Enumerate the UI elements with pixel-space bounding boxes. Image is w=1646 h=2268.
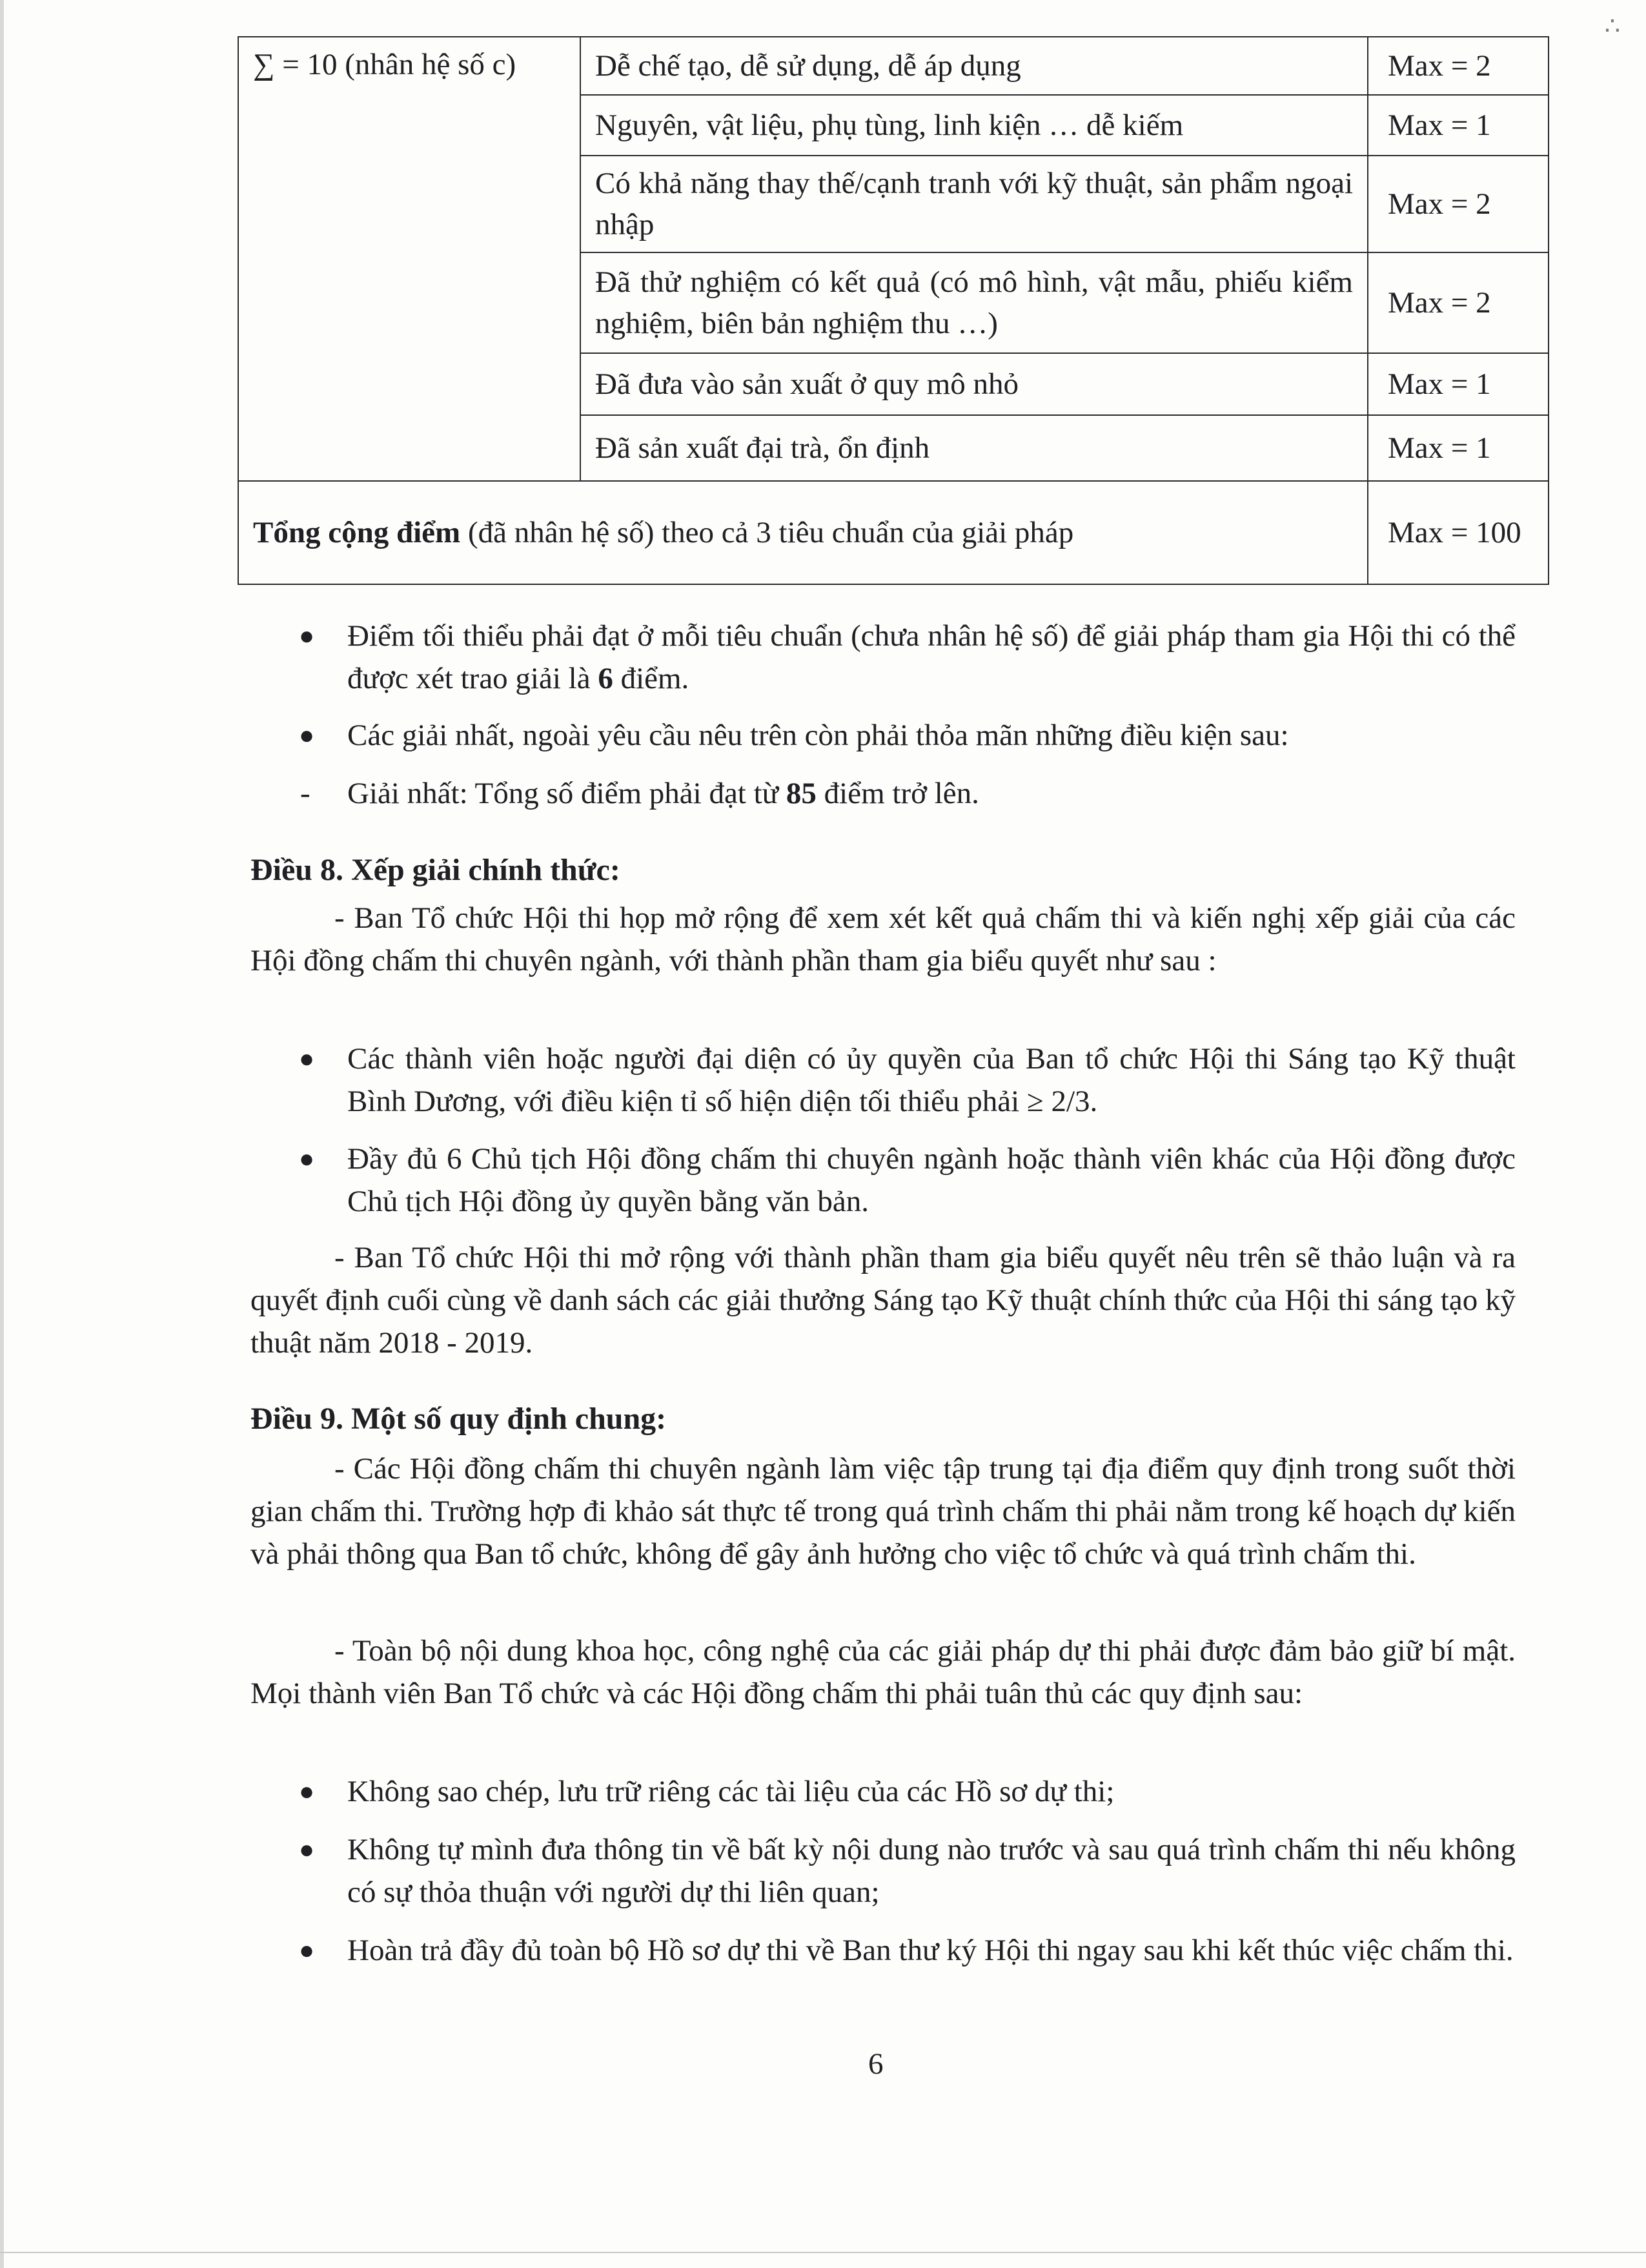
scan-edge-bottom: [0, 2252, 1646, 2253]
max-score-cell: Max = 1: [1368, 95, 1549, 156]
bullet-bold-value: 6: [598, 662, 613, 695]
bullet-dot: ●: [299, 1777, 315, 1806]
bullet-dot: ●: [299, 1044, 315, 1073]
bullet-dot: ●: [299, 1835, 315, 1864]
article-9-paragraph-1: - Các Hội đồng chấm thi chuyên ngành làm việc tập trung tại địa điểm quy định trong suốt thời gian chấm thi. Trường hợp đi khảo sát thực tế trong quá trình chấm thi phải nằm trong kế hoạch dự kiến và phải thông qua Ban tổ chức, không để gây ảnh hưởng cho việc tổ chức và quá trình chấm thi.: [250, 1452, 1516, 1571]
scan-edge-left: [0, 0, 4, 2268]
article-8-paragraph-2: - Ban Tổ chức Hội thi mở rộng với thành phần tham gia biểu quyết nêu trên sẽ thảo luận và ra quyết định cuối cùng về danh sách các giải thưởng Sáng tạo Kỹ thuật chính thức của Hội thi sáng tạo kỹ thuật năm 2018 - 2019.: [250, 1241, 1516, 1360]
dash-bold-value: 85: [786, 777, 817, 810]
criterion-cell: Có khả năng thay thế/cạnh tranh với kỹ thuật, sản phẩm ngoại nhập: [580, 156, 1368, 252]
total-label-cell: [238, 481, 1368, 584]
bullet-dot: ●: [299, 1936, 315, 1965]
criterion-cell: Đã thử nghiệm có kết quả (có mô hình, vật mẫu, phiếu kiểm nghiệm, biên bản nghiệm thu …): [580, 252, 1368, 353]
dash-text: Giải nhất: Tổng số điểm phải đạt từ: [347, 777, 786, 810]
max-score-cell: Max = 1: [1368, 353, 1549, 415]
group-label-cell: ∑ = 10 (nhân hệ số c): [238, 37, 580, 481]
max-score-cell: Max = 1: [1368, 415, 1549, 481]
criterion-cell: Nguyên, vật liệu, phụ tùng, linh kiện … dễ kiếm: [580, 95, 1368, 156]
article-9-bullet: Hoàn trả đầy đủ toàn bộ Hồ sơ dự thi về Ban thư ký Hội thi ngay sau khi kết thúc việc chấm thi.: [347, 1934, 1514, 1967]
scan-speck: ∴: [1604, 13, 1620, 40]
dash-text: điểm trở lên.: [816, 777, 979, 810]
max-score-cell: Max = 2: [1368, 156, 1549, 252]
article-9-heading: Điều 9. Một số quy định chung:: [250, 1402, 667, 1436]
criterion-cell: Đã sản xuất đại trà, ổn định: [580, 415, 1368, 481]
scoring-table: [238, 36, 1549, 585]
total-label-bold: Tổng cộng điểm: [253, 516, 461, 549]
article-8-paragraph-1: - Ban Tổ chức Hội thi họp mở rộng để xem xét kết quả chấm thi và kiến nghị xếp giải của các Hội đồng chấm thi chuyên ngành, với thành phần tham gia biểu quyết như sau :: [250, 901, 1516, 977]
table-row: [238, 37, 1549, 95]
article-8-heading: Điều 8. Xếp giải chính thức:: [250, 853, 620, 887]
page-number: 6: [868, 2047, 884, 2081]
article-8-bullet: Đầy đủ 6 Chủ tịch Hội đồng chấm thi chuyên ngành hoặc thành viên khác của Hội đồng được Chủ tịch Hội đồng ủy quyền bằng văn bản.: [347, 1142, 1516, 1218]
max-score-cell: Max = 2: [1368, 37, 1549, 95]
table-total-row: [238, 481, 1549, 584]
first-prize-dash-item: [347, 772, 1516, 815]
dash-marker: -: [300, 777, 310, 810]
min-score-bullet: [347, 615, 1516, 700]
article-9-bullet: Không sao chép, lưu trữ riêng các tài liệu của các Hồ sơ dự thi;: [347, 1775, 1115, 1808]
criterion-cell: Đã đưa vào sản xuất ở quy mô nhỏ: [580, 353, 1368, 415]
article-9-bullet: Không tự mình đưa thông tin về bất kỳ nội dung nào trước và sau quá trình chấm thi nếu không có sự thỏa thuận với người dự thi liên quan;: [347, 1833, 1516, 1909]
article-9-paragraph-2: - Toàn bộ nội dung khoa học, công nghệ của các giải pháp dự thi phải được đảm bảo giữ bí mật. Mọi thành viên Ban Tổ chức và các Hội đồng chấm thi phải tuân thủ các quy định sau:: [250, 1634, 1516, 1710]
bullet-text: Điểm tối thiểu phải đạt ở mỗi tiêu chuẩn (chưa nhân hệ số) để giải pháp tham gia Hội thi có thể được xét trao giải là: [347, 619, 1516, 695]
bullet-dot: ●: [299, 1144, 315, 1173]
first-prize-conditions-bullet: Các giải nhất, ngoài yêu cầu nêu trên còn phải thỏa mãn những điều kiện sau:: [347, 719, 1289, 752]
total-label-rest: (đã nhân hệ số) theo cả 3 tiêu chuẩn của giải pháp: [460, 516, 1074, 549]
article-8-bullet: Các thành viên hoặc người đại diện có ủy quyền của Ban tổ chức Hội thi Sáng tạo Kỹ thuật Bình Dương, với điều kiện tỉ số hiện diện tối thiểu phải ≥ 2/3.: [347, 1042, 1516, 1118]
bullet-dot: ●: [299, 720, 315, 750]
criterion-cell: Dễ chế tạo, dễ sử dụng, dễ áp dụng: [580, 37, 1368, 95]
total-max-cell: Max = 100: [1368, 481, 1549, 584]
max-score-cell: Max = 2: [1368, 252, 1549, 353]
bullet-dot: ●: [299, 621, 315, 650]
bullet-text: điểm.: [613, 662, 689, 695]
